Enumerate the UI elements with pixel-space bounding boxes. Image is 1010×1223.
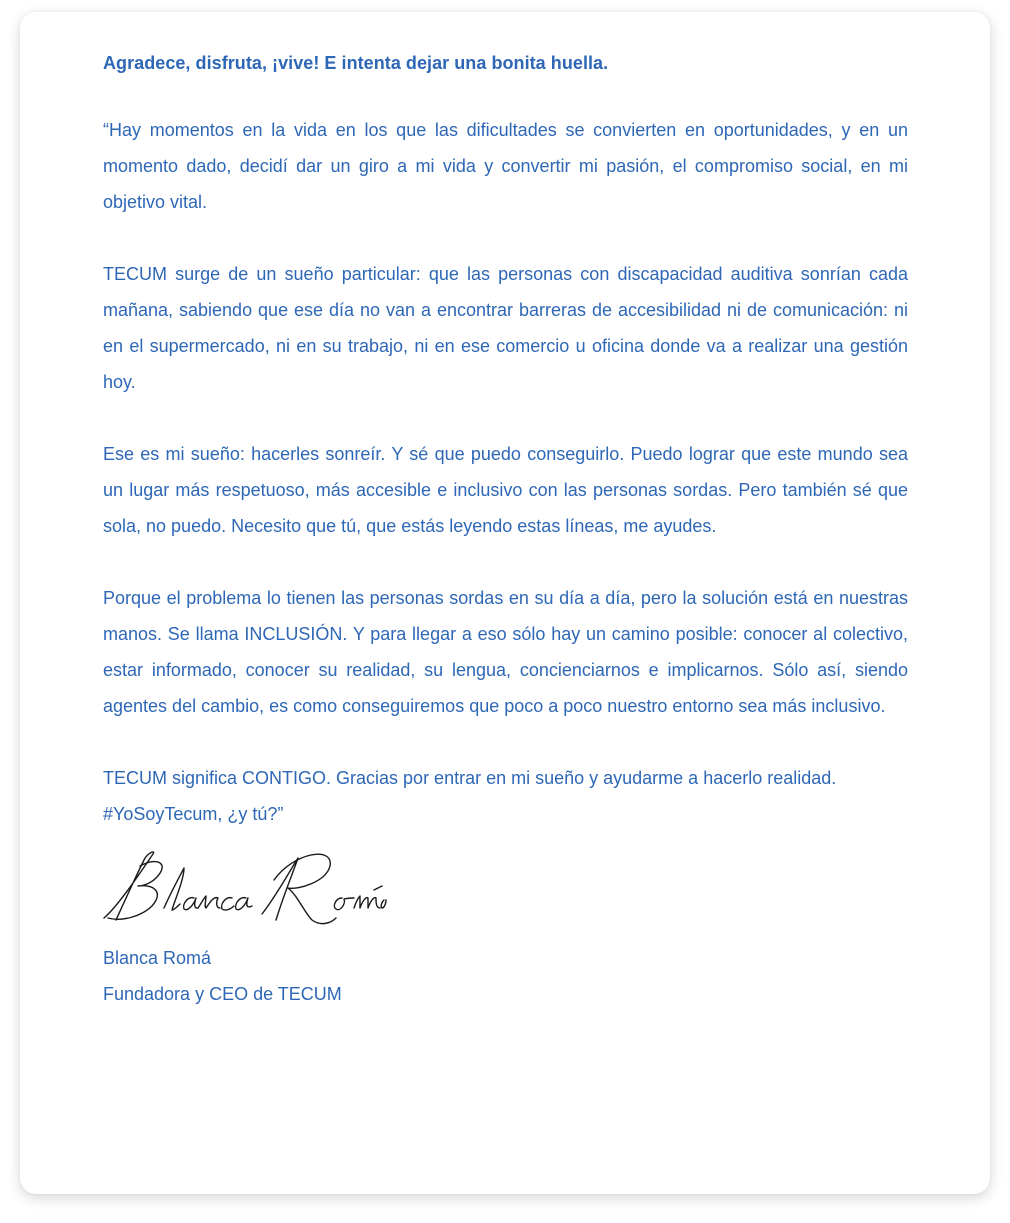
letter-paragraph-4: Porque el problema lo tienen las personas sordas en su día a día, pero la solución está en nuestras manos. Se llama INCLUSIÓN. Y para llegar a eso sólo hay un camino posible: conocer al colectivo, estar informado, conocer su realidad, su lengua, concienciarnos e implicarnos. Sólo así, siendo agentes del cambio, es como conseguiremos que poco a poco nuestro entorno sea más inclusivo. bbox=[103, 588, 908, 716]
letter-headline: Agradece, disfruta, ¡vive! E intenta dejar una bonita huella. bbox=[103, 53, 609, 73]
signer-role: Fundadora y CEO de TECUM bbox=[103, 984, 342, 1004]
letter-paragraph-1: “Hay momentos en la vida en los que las dificultades se convierten en oportunidades, y en un momento dado, decidí dar un giro a mi vida y convertir mi pasión, el compromiso social, en mi objetivo vital. bbox=[103, 120, 908, 212]
letter-closing bbox=[103, 760, 908, 832]
handwritten-signature bbox=[98, 846, 388, 936]
letter-card bbox=[20, 12, 990, 1194]
letter-paragraph-3: Ese es mi sueño: hacerles sonreír. Y sé que puedo conseguirlo. Puedo lograr que este mundo sea un lugar más respetuoso, más accesible e inclusivo con las personas sordas. Pero también sé que sola, no puedo. Necesito que tú, que estás leyendo estas líneas, me ayudes. bbox=[103, 444, 908, 536]
signer-name: Blanca Romá bbox=[103, 948, 212, 968]
closing-line-1: TECUM significa CONTIGO. Gracias por entrar en mi sueño y ayudarme a hacerlo realidad. bbox=[103, 768, 837, 788]
closing-hashtag: #YoSoyTecum, ¿y tú?” bbox=[103, 804, 284, 824]
letter-paragraph-2: TECUM surge de un sueño particular: que las personas con discapacidad auditiva sonrían cada mañana, sabiendo que ese día no van a encontrar barreras de accesibilidad ni de comunicación: ni en el supermercado, ni en su trabajo, ni en ese comercio u oficina donde va a realizar una gestión hoy. bbox=[103, 264, 908, 392]
